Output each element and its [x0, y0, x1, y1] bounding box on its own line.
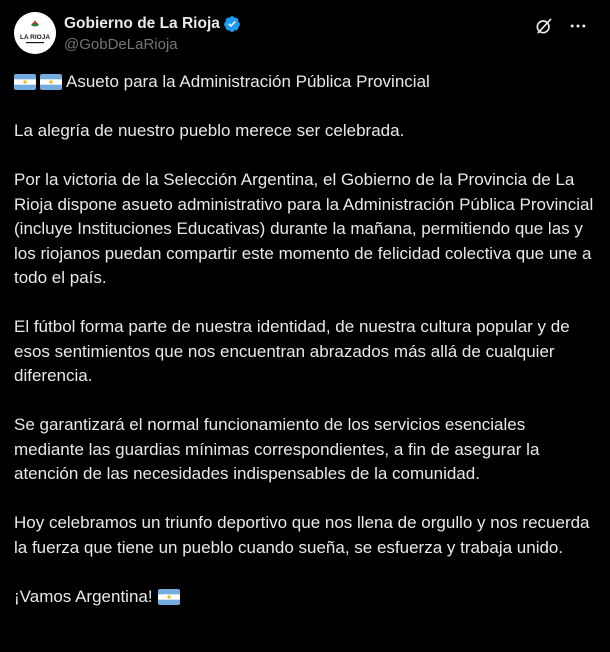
display-name-row — [64, 13, 241, 35]
closing-line — [14, 585, 594, 610]
paragraph: Se garantizará el normal funcionamiento de los servicios esenciales mediante las guardias mínimas correspondientes, a fin de asegurar la atención de las necesidades indispensables de la comunidad. — [14, 415, 540, 483]
argentina-flag-icon — [158, 589, 180, 605]
more-dots-icon — [568, 16, 588, 36]
paragraph-gap — [14, 560, 594, 585]
paragraph: El fútbol forma parte de nuestra identidad, de nuestra cultura popular y de esos sentimientos que nos encuentran abrazados más allá de cualquier diferencia. — [14, 317, 570, 385]
tweet-header — [14, 12, 596, 56]
paragraph: Por la victoria de la Selección Argentina, el Gobierno de la Provincia de La Rioja dispone asueto administrativo para la Administración Pública Provincial (incluye Instituciones Educativas) durante la mañana, permitiendo que las y los riojanos puedan compartir este momento de felicidad colectiva que une a todo el país. — [14, 170, 594, 287]
argentina-flag-icon — [40, 74, 62, 90]
paragraph: La alegría de nuestro pueblo merece ser celebrada. — [14, 121, 405, 140]
post-title-line — [14, 70, 594, 95]
paragraph-gap — [14, 144, 594, 169]
handle[interactable]: @GobDeLaRioja — [64, 36, 178, 53]
paragraph-gap — [14, 291, 594, 316]
tweet-text — [14, 70, 594, 609]
more-button[interactable] — [566, 14, 590, 38]
paragraph-gap — [14, 95, 594, 120]
svg-text:LA RIOJA: LA RIOJA — [19, 34, 51, 41]
display-name[interactable]: Gobierno de La Rioja — [64, 15, 220, 32]
grok-slash-circle-icon — [534, 16, 554, 36]
header-actions — [532, 14, 590, 38]
paragraph: Hoy celebramos un triunfo deportivo que nos llena de orgullo y nos recuerda la fuerza que tiene un pueblo cuando sueña, se esfuerza y trabaja unido. — [14, 513, 590, 557]
paragraph-gap — [14, 389, 594, 414]
verified-badge-icon — [223, 15, 241, 33]
closing-text: ¡Vamos Argentina! — [14, 586, 153, 606]
avatar[interactable] — [14, 12, 56, 54]
author-names — [64, 13, 241, 53]
post-title: Asueto para la Administración Pública Provincial — [66, 72, 430, 91]
paragraph-gap — [14, 487, 594, 512]
argentina-flag-icon — [14, 74, 36, 90]
grok-button[interactable] — [532, 14, 556, 38]
